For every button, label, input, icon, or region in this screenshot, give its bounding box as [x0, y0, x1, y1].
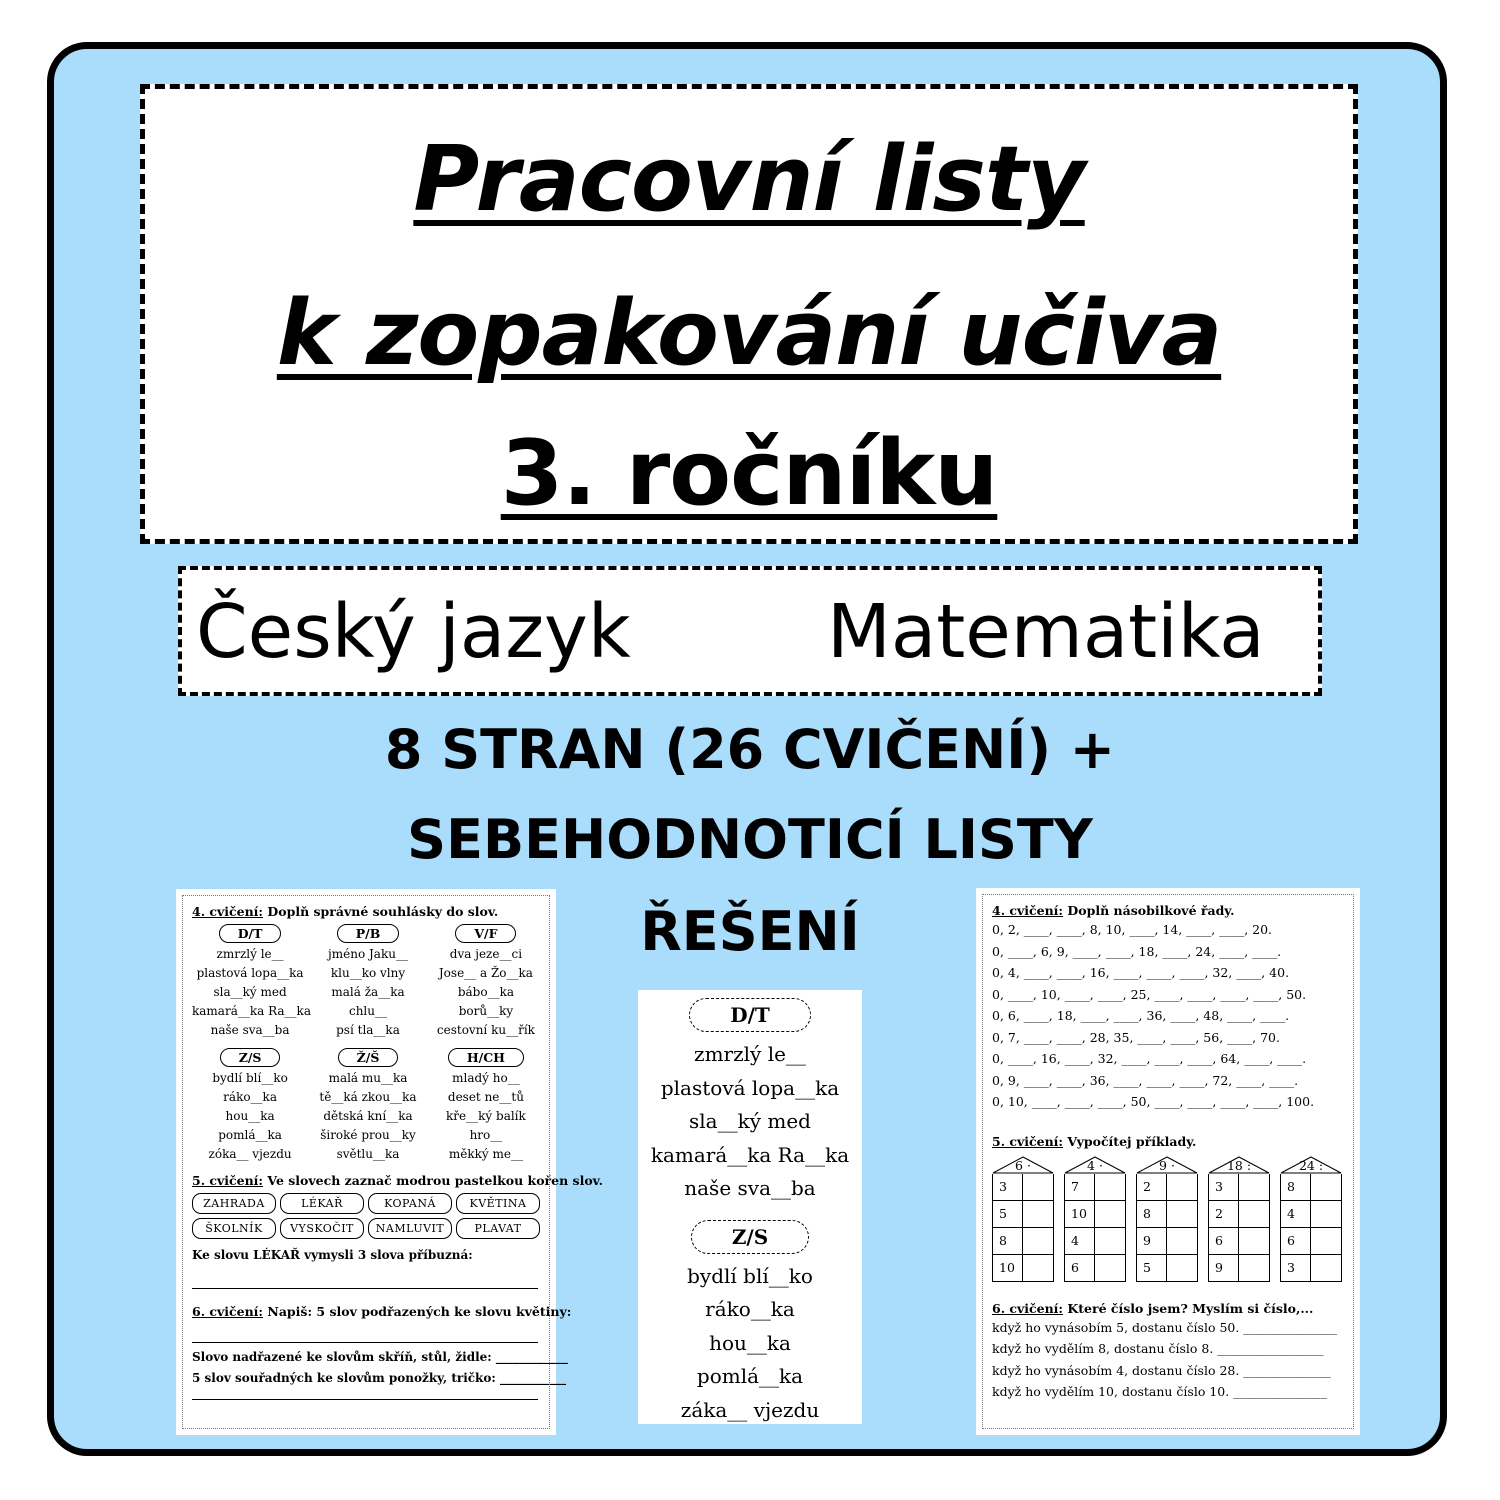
word-item: bydlí blí__ko [212, 1071, 288, 1085]
word-item: dva jeze__ci [449, 947, 523, 961]
group-label: Z/S [691, 1220, 809, 1254]
exercise-label: 4. cvičení: [992, 903, 1064, 918]
house-value: 9 [1137, 1228, 1167, 1255]
house-value: 6 [1065, 1255, 1095, 1281]
word-item: zmrzlý le__ [694, 1042, 806, 1066]
info-self-assessment: SEBEHODNOTICÍ LISTY [407, 808, 1093, 871]
word-item: borů__ky [458, 1004, 514, 1018]
exercise-text: Napiš: 5 slov podřazených ke slovu květiny: [267, 1304, 572, 1319]
roof-label: 24 : [1298, 1157, 1324, 1173]
exercise-text: Doplň násobilkové řady. [1067, 903, 1235, 918]
subject-czech: Český jazyk [196, 589, 631, 675]
word-item: psí tla__ka [336, 1023, 400, 1037]
group-label: Ž/Š [338, 1048, 399, 1067]
house-value: 3 [1209, 1174, 1239, 1201]
exercise-label: 6. cvičení: [992, 1300, 1064, 1316]
task-coordinate: 5 slov souřadných ke slovům ponožky, tričko: ___________ [192, 1371, 566, 1385]
word-item: bábo__ka [457, 985, 514, 999]
sequence-row: 0, 6, ____, 18, ____, ____, 36, ____, 48, ____, ____. [992, 1008, 1290, 1023]
sequence-row: 0, 10, ____, ____, ____, 50, ____, ____, ____, ____, 100. [992, 1094, 1315, 1109]
word-chip: VYSKOČIT [280, 1218, 364, 1239]
word-chip: PLAVAT [456, 1218, 540, 1239]
roof-label: 4 · [1087, 1157, 1103, 1173]
house-value: 8 [1281, 1174, 1311, 1201]
exercise-label: 5. cvičení: [992, 1133, 1064, 1149]
house-value: 7 [1065, 1174, 1095, 1201]
word-item: tě__ká zkou__ka [319, 1090, 417, 1104]
word-item: malá mu__ka [328, 1071, 408, 1085]
preview-sheet-czech [176, 889, 604, 1435]
sequence-row: 0, 7, ____, ____, 28, 35, ____, ____, 56, ____, 70. [992, 1029, 1280, 1045]
word-item: Jose__ a Žo__ka [438, 966, 533, 980]
subjects-box [178, 566, 1322, 696]
word-item: kamará__ka Ra__ka [192, 1004, 311, 1018]
house-value: 8 [993, 1228, 1023, 1255]
word-item: pomlá__ka [218, 1128, 282, 1142]
word-item: světlu__ka [336, 1147, 400, 1161]
exercise-text: Ve slovech zaznač modrou pastelkou kořen slov. [267, 1173, 604, 1188]
sheet-border [182, 895, 568, 1429]
group-label: D/T [689, 998, 811, 1032]
word-item: sla__ký med [689, 1109, 811, 1133]
group-dt-large [638, 990, 862, 1206]
info-solutions: ŘEŠENÍ [640, 900, 860, 963]
riddle-row: když ho vydělím 8, dostanu číslo 8. _________________ [992, 1341, 1324, 1356]
group-label: Z/S [220, 1048, 281, 1067]
word-item: široké prou__ky [320, 1128, 416, 1142]
word-item: plastová lopa__ka [196, 966, 304, 980]
title-line-3: 3. ročníku [500, 421, 998, 526]
exercise-text: Doplň správné souhlásky do slov. [267, 904, 499, 919]
group-label: D/T [219, 924, 282, 943]
house-value: 6 [1281, 1228, 1311, 1255]
word-chip: KVĚTINA [456, 1193, 540, 1214]
house-value: 6 [1209, 1228, 1239, 1255]
preview-sheet-math [976, 888, 1360, 1435]
word-chip: KOPANÁ [368, 1193, 452, 1214]
word-item: záka__ vjezdu [680, 1397, 820, 1422]
word-item: hou__ka [225, 1109, 275, 1123]
sequence-row: 0, 9, ____, ____, 36, ____, ____, ____, 72, ____, ____. [992, 1072, 1299, 1088]
word-item: bydlí blí__ko [687, 1263, 813, 1288]
word-item: naše sva__ba [684, 1176, 816, 1200]
word-item: cestovní ku__řík [436, 1023, 535, 1037]
roof-label: 18 : [1226, 1157, 1252, 1173]
word-item: ráko__ka [705, 1297, 795, 1321]
word-item: mladý ho__ [452, 1071, 520, 1085]
roof-label: 9 · [1159, 1157, 1175, 1173]
house-value: 5 [993, 1201, 1023, 1228]
preview-sheet-excerpt [638, 990, 862, 1424]
house-roof [1280, 1156, 1342, 1174]
group-label: H/CH [448, 1048, 524, 1067]
word-chip: NAMLUVIT [368, 1218, 452, 1239]
roof-label: 6 · [1015, 1157, 1031, 1173]
group-label: P/B [337, 924, 400, 943]
house-value: 9 [1209, 1255, 1239, 1281]
word-item: zóka__ vjezdu [208, 1147, 292, 1161]
exercise-label: 4. cvičení: [192, 904, 264, 919]
house-value: 5 [1137, 1255, 1167, 1281]
house-value: 4 [1065, 1228, 1095, 1255]
exercise-5-task: Ke slovu LÉKAŘ vymysli 3 slova příbuzná: [192, 1248, 473, 1262]
word-item: plastová lopa__ka [660, 1075, 840, 1100]
house-value: 10 [993, 1255, 1023, 1281]
sequence-row: 0, 4, ____, ____, 16, ____, ____, ____, 32, ____, 40. [992, 965, 1290, 980]
word-item: klu__ko vlny [330, 966, 406, 980]
riddle-row: když ho vydělím 10, dostanu číslo 10. _______________ [992, 1384, 1327, 1399]
word-item: hro__ [469, 1128, 503, 1142]
info-pages: 8 STRAN (26 CVIČENÍ) + [384, 718, 1116, 781]
word-item: hou__ka [709, 1330, 791, 1355]
house-value: 3 [993, 1174, 1023, 1201]
sequence-row: 0, ____, 16, ____, 32, ____, ____, ____, 64, ____, ____. [992, 1051, 1307, 1066]
house-roof [992, 1156, 1054, 1174]
word-item: malá ža__ka [331, 985, 405, 999]
group-zs-large [638, 1212, 862, 1428]
sequence-row: 0, ____, 6, 9, ____, ____, 18, ____, 24, ____, ____. [992, 943, 1282, 959]
house-value: 4 [1281, 1201, 1311, 1228]
word-item: měkký me__ [448, 1147, 523, 1161]
word-item: kamará__ka Ra__ka [650, 1142, 850, 1167]
word-item: dětská kní__ka [323, 1109, 413, 1123]
word-item: deset ne__tů [447, 1090, 524, 1104]
exercise-label: 6. cvičení: [192, 1304, 264, 1319]
house-roof [1064, 1156, 1126, 1174]
word-chip: ZAHRADA [192, 1193, 276, 1214]
word-item: sla__ký med [213, 985, 287, 999]
title-line-2: k zopakování učiva [276, 281, 1222, 386]
word-item: chlu__ [348, 1004, 387, 1018]
house-roof [1136, 1156, 1198, 1174]
exercise-text: Vypočítej příklady. [1067, 1133, 1197, 1149]
word-item: naše sva__ba [210, 1023, 290, 1037]
word-item: pomlá__ka [696, 1364, 804, 1388]
exercise-text: Které číslo jsem? Myslím si číslo,... [1067, 1300, 1314, 1316]
exercise-label: 5. cvičení: [192, 1173, 264, 1188]
title-line-1: Pracovní listy [413, 127, 1085, 232]
sequence-row: 0, 2, ____, ____, 8, 10, ____, 14, ____, ____, 20. [992, 922, 1273, 937]
word-item: ráko__ka [223, 1090, 277, 1104]
riddle-row: když ho vynásobím 5, dostanu číslo 50. _______________ [992, 1319, 1338, 1335]
word-item: zmrzlý le__ [216, 947, 284, 961]
house-value: 3 [1281, 1255, 1311, 1281]
task-superordinate: Slovo nadřazené ke slovům skříň, stůl, židle: ____________ [192, 1350, 568, 1364]
house-value: 10 [1065, 1201, 1095, 1228]
riddle-row: když ho vynásobím 4, dostanu číslo 28. ______________ [992, 1362, 1331, 1378]
subject-math: Matematika [827, 589, 1265, 675]
house-roof [1208, 1156, 1270, 1174]
house-value: 8 [1137, 1201, 1167, 1228]
word-item: kře__ký balík [446, 1109, 526, 1123]
sequence-row: 0, ____, 10, ____, ____, 25, ____, ____, ____, ____, 50. [992, 986, 1307, 1002]
word-chip: LÉKAŘ [280, 1193, 364, 1214]
house-value: 2 [1209, 1201, 1239, 1228]
word-chip: ŠKOLNÍK [192, 1218, 276, 1239]
word-item: jméno Jaku__ [328, 947, 408, 961]
title-box [140, 84, 1358, 544]
house-value: 2 [1137, 1174, 1167, 1201]
group-label: V/F [455, 924, 516, 943]
